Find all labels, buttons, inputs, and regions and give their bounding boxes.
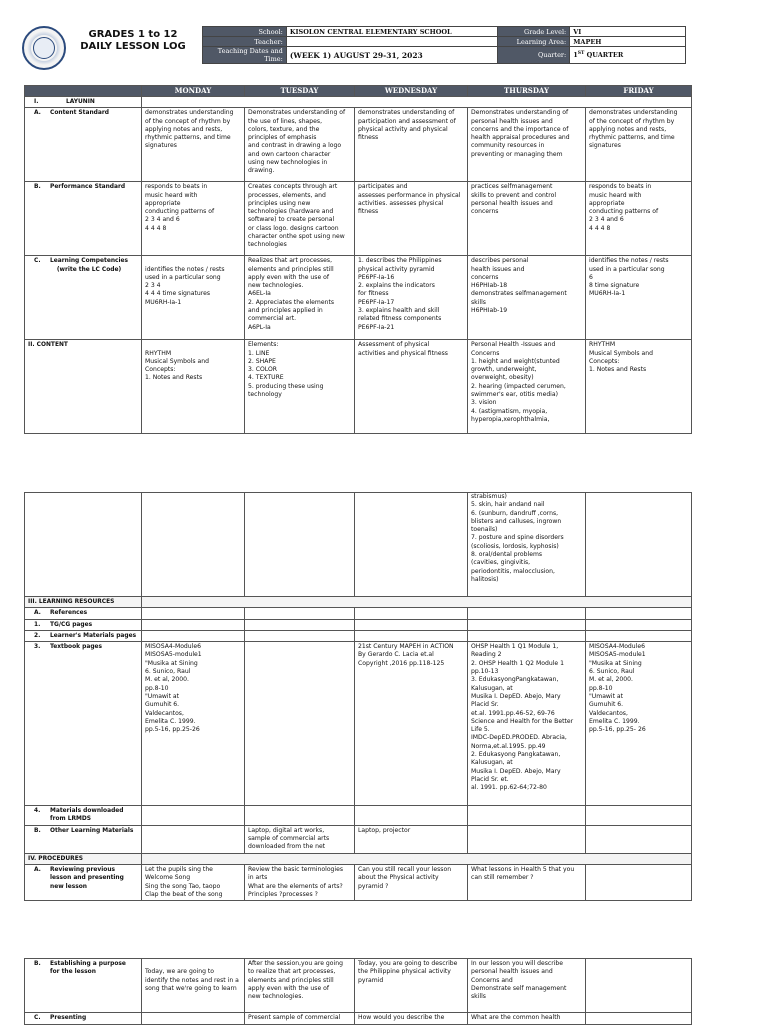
performance-standard-monday: responds to beats in music heard with appropriate conducting patterns of 2 3 4 and 6 4 4 4 8 (142, 182, 245, 256)
textbook-friday: MISOSA4-Module6 MISOSA5-module1 "Musika at Sining 6. Sunico, Raul M. et al, 2000. pp.8-10 "Umawit at Gumuhit 6. Valdecantos, Emelita C. 1999. pp.5-16, pp.25- 26 (586, 642, 692, 806)
row-label-lm-pages: 2. Learner's Materials pages (25, 630, 142, 641)
reviewing-friday (586, 865, 692, 901)
other-materials-monday (142, 825, 245, 853)
row-label-reviewing: A. Reviewing previous lesson and presenting new lesson (25, 865, 142, 901)
dates-value: (WEEK 1) AUGUST 29-31, 2023 (286, 47, 498, 64)
document-title: GRADES 1 to 12 DAILY LESSON LOG (80, 29, 186, 52)
textbook-wednesday: 21st Century MAPEH in ACTION By Gerardo C. Lacia et.al Copyright ,2016 pp.118-125 (355, 642, 468, 806)
quarter-value: 1ST QUARTER (570, 47, 686, 64)
other-materials-thursday (468, 825, 586, 853)
day-header-friday: FRIDAY (586, 86, 692, 97)
presenting-monday (142, 1013, 245, 1025)
quarter-label: Quarter: (498, 47, 570, 64)
textbook-monday: MISOSA4-Module6 MISOSA5-module1 "Musika at Sining 6. Sunico, Raul M. et al, 2000. pp.8-10 "Umawit at Gumuhit 6. Valdecantos, Emelita C. 1999. pp.5-16, pp.25-26 (142, 642, 245, 806)
content-cont-friday (586, 493, 692, 597)
content-standard-wednesday: demonstrates understanding of participation and assessment of physical activity and physical fitness (355, 108, 468, 182)
school-label: School: (203, 27, 287, 37)
row-label-layunin: I. LAYUNIN (25, 97, 142, 108)
purpose-wednesday: Today, you are going to describe the Philippine physical activity pyramid (355, 959, 468, 1013)
content-standard-thursday: Demonstrates understanding of personal health issues and concerns and the importance of health appraisal procedures and community resources in preventing or managing them (468, 108, 586, 182)
content-cont-thursday: strabismus) 5. skin, hair andand nail 6. (sunburn, dandruff ,corns, blisters and calluses, ingrown toenails) 7. posture and spine disorders (scoliosis, lordosis, kyphosis) 8. oral/dental problems (cavities, gingivitis, periodontitis, malocclusion, halitosis) (468, 493, 586, 597)
content-monday: RHYTHM Musical Symbols and Concepts: 1. Notes and Rests (142, 340, 245, 434)
row-label-textbook: 3. Textbook pages (25, 642, 142, 806)
day-header-thursday: THURSDAY (468, 86, 586, 97)
purpose-friday (586, 959, 692, 1013)
performance-standard-thursday: practices selfmanagement skills to prevent and control personal health issues and concerns (468, 182, 586, 256)
presenting-thursday: What are the common health (468, 1013, 586, 1025)
performance-standard-tuesday: Creates concepts through art processes, elements, and principles using new technologies (hardware and software) to create personal or class logo. designs cartoon character onthe spot using new technologies (245, 182, 355, 256)
row-label-purpose: B. Establishing a purpose for the lesson (25, 959, 142, 1013)
content-friday: RHYTHM Musical Symbols and Concepts: 1. Notes and Rests (586, 340, 692, 434)
reviewing-tuesday: Review the basic terminologies in arts What are the elements of arts? Principles ?processes ? (245, 865, 355, 901)
competencies-monday: identifies the notes / rests used in a particular song 2 3 4 4 4 4 time signatures MU6RH-Ia-1 (142, 256, 245, 340)
day-header-monday: MONDAY (142, 86, 245, 97)
textbook-tuesday (245, 642, 355, 806)
content-thursday: Personal Health -Issues and Concerns 1. height and weight(stunted growth, underweight, overweight, obesity) 2. hearing (impacted cerumen, swimmer's ear, otitis media) 3. vision 4. (astigmatism, myopia, hyperopia,xerophthalmia, (468, 340, 586, 434)
day-header-tuesday: TUESDAY (245, 86, 355, 97)
grade-label: Grade Level: (498, 27, 570, 37)
row-label-performance-standard: B. Performance Standard (25, 182, 142, 256)
area-label: Learning Area: (498, 37, 570, 47)
area-value: MAPEH (570, 37, 686, 47)
content-wednesday: Assessment of physical activities and physical fitness (355, 340, 468, 434)
content-cont-label (25, 493, 142, 597)
competencies-tuesday: Realizes that art processes, elements and principles still apply even with the use of new technologies. A6EL-Ia 2. Appreciates the elements and principles applied in commercial art. A6PL-Ia (245, 256, 355, 340)
lesson-table-page3 (24, 958, 692, 1025)
competencies-wednesday: 1. describes the Philippines physical activity pyramid PE6PF-Ia-16 2. explains the indicators for fitness PE6PF-Ia-17 3. explains health and skill related fitness components PE6PF-Ia-21 (355, 256, 468, 340)
resources-cell (142, 597, 692, 608)
reviewing-wednesday: Can you still recall your lesson about the Physical activity pyramid ? (355, 865, 468, 901)
performance-standard-friday: responds to beats in music heard with appropriate conducting patterns of 2 3 4 and 6 4 4 4 8 (586, 182, 692, 256)
content-cont-tuesday (245, 493, 355, 597)
section-learning-resources: III. LEARNING RESOURCES (25, 597, 142, 608)
content-standard-monday: demonstrates understanding of the concept of rhythm by applying notes and rests, rhythmic patterns, and time signatures (142, 108, 245, 182)
presenting-tuesday: Present sample of commercial (245, 1013, 355, 1025)
content-tuesday: Elements: 1. LINE 2. SHAPE 3. COLOR 4. TEXTURE 5. producing these using technology (245, 340, 355, 434)
row-label-content-standard: A. Content Standard (25, 108, 142, 182)
corner-header (25, 86, 142, 97)
dates-label: Teaching Dates and Time: (203, 47, 287, 64)
competencies-thursday: describes personal health issues and concerns H6PHIab-18 demonstrates selfmanagement skills H6PHIab-19 (468, 256, 586, 340)
row-label-materials-downloaded: 4. Materials downloaded from LRMDS (25, 806, 142, 826)
lesson-table-page2 (24, 492, 692, 901)
other-materials-wednesday: Laptop, projector (355, 825, 468, 853)
row-label-presenting: C. Presenting (25, 1013, 142, 1025)
section-procedures: IV. PROCEDURES (25, 853, 142, 864)
purpose-monday: Today, we are going to identify the notes and rest in a song that we're going to learn (142, 959, 245, 1013)
row-label-tg-pages: 1. TG/CG pages (25, 619, 142, 630)
lesson-table-page1 (24, 85, 692, 434)
teacher-value (286, 37, 498, 47)
content-standard-friday: demonstrates understanding of the concept of rhythm by applying notes and rests, rhythmic patterns, and time signatures (586, 108, 692, 182)
teacher-label: Teacher: (203, 37, 287, 47)
content-standard-tuesday: Demonstrates understanding of the use of lines, shapes, colors, texture, and the principles of emphasis and contrast in drawing a logo and own cartoon character using new technologies in drawing. (245, 108, 355, 182)
day-header-wednesday: WEDNESDAY (355, 86, 468, 97)
presenting-friday (586, 1013, 692, 1025)
grade-value: VI (570, 27, 686, 37)
row-label-other-materials: B. Other Learning Materials (25, 825, 142, 853)
procedures-cell (142, 853, 692, 864)
competencies-friday: identifies the notes / rests used in a particular song 6 8 time signature MU6RH-Ia-1 (586, 256, 692, 340)
row-label-references: A. References (25, 608, 142, 619)
deped-seal-icon (22, 26, 66, 70)
header-info-table (202, 26, 686, 64)
purpose-thursday: In our lesson you will describe personal health issues and Concerns and Demonstrate self management skills (468, 959, 586, 1013)
other-materials-tuesday: Laptop, digital art works, sample of commercial arts downloaded from the net (245, 825, 355, 853)
content-cont-monday (142, 493, 245, 597)
row-label-competencies: C. Learning Competencies (write the LC Code) (25, 256, 142, 340)
content-cont-wednesday (355, 493, 468, 597)
layunin-cell (142, 97, 692, 108)
textbook-thursday: OHSP Health 1 Q1 Module 1, Reading 2 2. OHSP Health 1 Q2 Module 1 pp.10-13 3. EdukasyongPangkatawan, Kalusugan, at Musika I. DepED. Abejo, Mary Placid Sr. et.al. 1991.pp.46-52, 69-76 Science and Health for the Better Life 5. IMDC-DepED.PRODED. Abracia, Norma,et.al.1995. pp.49 2. Edukasyong Pangkatawan, Kalusugan, at Musika I. DepED. Abejo, Mary Placid Sr. et. al. 1991. pp.62-64;72-80 (468, 642, 586, 806)
other-materials-friday (586, 825, 692, 853)
row-label-content: II. CONTENT (25, 340, 142, 434)
school-value: KISOLON CENTRAL ELEMENTARY SCHOOL (286, 27, 498, 37)
reviewing-monday: Let the pupils sing the Welcome Song Sing the song Tao, taopo Clap the beat of the song (142, 865, 245, 901)
presenting-wednesday: How would you describe the (355, 1013, 468, 1025)
purpose-tuesday: After the session,you are going to realize that art processes, elements and principles still apply even with the use of new technologies. (245, 959, 355, 1013)
reviewing-thursday: What lessons in Health 5 that you can still remember ? (468, 865, 586, 901)
performance-standard-wednesday: participates and assesses performance in physical activities. assesses physical fitness (355, 182, 468, 256)
